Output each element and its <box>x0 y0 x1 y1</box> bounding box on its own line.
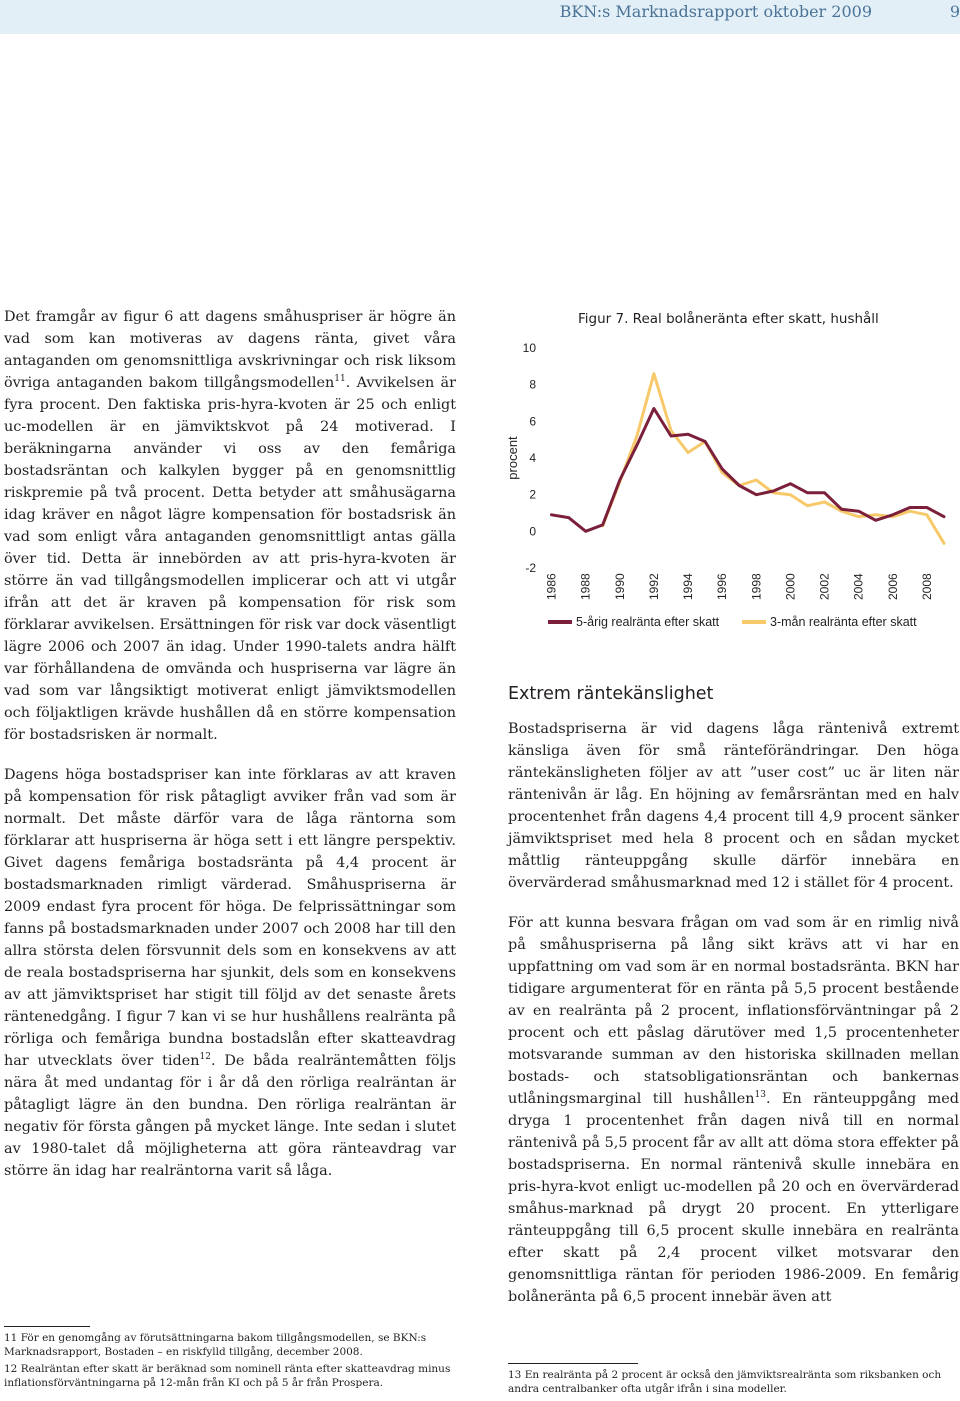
footnote-ref: 13 <box>754 1090 766 1101</box>
paragraph <box>508 912 959 1308</box>
series-line <box>552 409 945 532</box>
legend-label: 3-mån realränta efter skatt <box>770 615 917 629</box>
footnote-rule <box>508 1363 638 1364</box>
series-line <box>603 374 944 544</box>
y-axis-label: procent <box>505 436 520 480</box>
section-heading: Extrem räntekänslighet <box>508 684 714 704</box>
paragraph-text: . En ränteuppgång med dryga 1 procentenhet från dagen nivå till en normal räntenivå på 5,5 procent får av allt att döma stora effekter på bostadspriserna. En normal räntenivå skulle innebära en pris-hyra-kvot enligt uc-modellen på 20 och en övervärderad småhus-marknad på drygt 20 procent. En ytterligare ränteuppgång till 6,5 procent skulle innebära en realränta efter skatt på 2,4 procent vilket motsvarar den genomsnittliga räntan för perioden 1986-2009. En femårig bolåneränta på 6,5 procent innebär även att <box>508 1091 959 1305</box>
y-tick-label: 10 <box>522 341 536 355</box>
x-tick-label: 1988 <box>578 573 593 600</box>
paragraph <box>4 764 456 1182</box>
y-tick-label: 2 <box>529 487 536 502</box>
x-tick-label: 1992 <box>646 573 661 600</box>
x-tick-label: 2002 <box>817 573 832 600</box>
x-tick-label: 1986 <box>544 573 559 600</box>
x-tick-label: 1994 <box>681 573 696 600</box>
y-tick-label: 6 <box>529 414 536 429</box>
footnotes-left <box>4 1331 460 1390</box>
x-tick-label: 1990 <box>612 573 627 600</box>
paragraph-text: Det framgår av figur 6 att dagens småhuspriser är högre än vad som kan motiveras av dagens ränta, givet våra antaganden om genomsnittliga avskrivningar och risk liksom övriga antaganden bakom tillgångsmodellen <box>4 309 456 391</box>
x-tick-label: 2004 <box>851 573 866 600</box>
x-tick-label: 2000 <box>783 573 798 600</box>
y-tick-label: 0 <box>529 524 536 539</box>
footnotes-right <box>508 1368 960 1396</box>
footnote-ref: 12 <box>199 1052 211 1063</box>
chart-title: Figur 7. Real bolåneränta efter skatt, hushåll <box>578 311 879 327</box>
legend-label: 5-årig realränta efter skatt <box>576 615 720 629</box>
paragraph-text: För att kunna besvara frågan om vad som är en rimlig nivå på småhuspriserna på lång sikt krävs att vi har en uppfattning om vad som är en normal bostadsränta. BKN har tidigare argumenterat för en ränta på 5,5 procent bestående av en realränta på 2 procent, inflationsförväntningar på 2 procent och ett påslag därutöver med 1,5 procentenheter motsvarande summan av den historiska skillnaden mellan bostads- och statsobligationsräntan och bankernas utlåningsmarginal till hushållen <box>508 915 959 1107</box>
figure-7-chart <box>500 330 960 640</box>
y-tick-label: 4 <box>529 451 536 465</box>
y-tick-label: -2 <box>525 561 536 575</box>
running-head: BKN:s Marknadsrapport oktober 2009 <box>559 2 872 21</box>
paragraph-text: . Avvikelsen är fyra procent. Den faktiska pris-hyra-kvoten är 25 och enligt uc-modellen är en jämviktskvot på 24 motiverad. I beräkningarna använder vi oss av den femåriga bostadsräntan och kalkylen bygger på en genomsnittlig riskpremie på två procent. Detta betyder att småhusägarna idag kräver en något lägre kompensation för bostadsrisk än vad som enligt våra antaganden genomsnittligt antas gälla över tid. Detta är innebörden av att pris-hyra-kvoten är större än vad tillgångsmodellen implicerar och att vi utgår ifrån att det är kraven på kompensation för risk som förklarar avvikelsen. Ersättningen för risk var dock väsentligt lägre 2006 och 2007 än idag. Under 1990-talets andra hälft var förhållandena de omvända och huspriserna var lägre än vad som var långsiktigt motiverat enligt jämviktsmodellen och följaktligen krävde hushållen då en större kompensation för bostadsrisken är normalt. <box>4 375 456 743</box>
x-tick-label: 2006 <box>885 573 900 600</box>
right-column <box>508 718 959 1308</box>
footnote: 11 För en genomgång av förutsättningarna bakom tillgångsmodellen, se BKN:s Marknadsrapport, Bostaden – en riskfylld tillgång, december 2008. <box>4 1332 427 1358</box>
footnote-rule <box>4 1326 90 1327</box>
page-number: 9 <box>949 2 960 21</box>
x-tick-label: 1998 <box>749 573 764 600</box>
footnote: 13 En realränta på 2 procent är också den jämviktsrealränta som riksbanken och andra centralbanker ofta utgår ifrån i sina modeller. <box>508 1369 942 1395</box>
footnote-ref: 11 <box>334 374 346 385</box>
paragraph <box>4 306 456 746</box>
left-column <box>4 306 456 1182</box>
footnote: 12 Realräntan efter skatt är beräknad som nominell ränta efter skatteavdrag minus inflationsförväntningarna på 12-mån från KI och på 5 år från Prospera. <box>4 1363 451 1389</box>
x-tick-label: 1996 <box>715 573 730 600</box>
paragraph-text: . De båda realräntemåtten följs nära åt med undantag för i år då den rörliga realräntan är påtagligt lägre än den bundna. Den rörliga realräntan är negativ för första gången på mycket länge. Inte sedan i slutet av 1980-talet då möjligheterna att göra ränteavdrag var större än idag har realräntorna varit så låga. <box>4 1053 456 1179</box>
x-tick-label: 2008 <box>919 573 934 600</box>
y-tick-label: 8 <box>529 377 536 392</box>
paragraph: Bostadspriserna är vid dagens låga räntenivå extremt känsliga även för små ränteförändringar. Den höga räntekänsligheten följer av att ”user cost” uc är liten när räntenivån är låg. En höjning av femårsräntan med en halv procentenhet från dagens 4,4 procent till 4,9 procent sänker jämviktspriset med hela 8 procent och en sådan mycket måttlig ränteuppgång skulle därför innebära en övervärderad småhusmarknad med 12 i stället för 4 procent. <box>508 721 959 891</box>
paragraph-text: Dagens höga bostadspriser kan inte förklaras av att kraven på kompensation för risk påtagligt avviker från vad som är normalt. Det måste därför vara de låga räntorna som förklarar att huspriserna är höga sett i ett längre perspektiv. Givet dagens femåriga bostadsränta på 4,4 procent är bostadsmarknaden rimligt värderad. Småhuspriserna är 2009 endast fyra procent för höga. De felprissättningar som fanns på bostadsmarknaden under 2007 och 2008 har till den allra största delen försvunnit dels som en konsekvens av att de reala bostadspriserna har sjunkit, dels som en konsekvens av att jämviktspriset har stigit till följd av det senaste årets räntenedgång. I figur 7 kan vi se hur hushållens realränta på rörliga och femåriga bundna bostadslån efter skatteavdrag har utvecklats över tiden <box>4 767 456 1069</box>
